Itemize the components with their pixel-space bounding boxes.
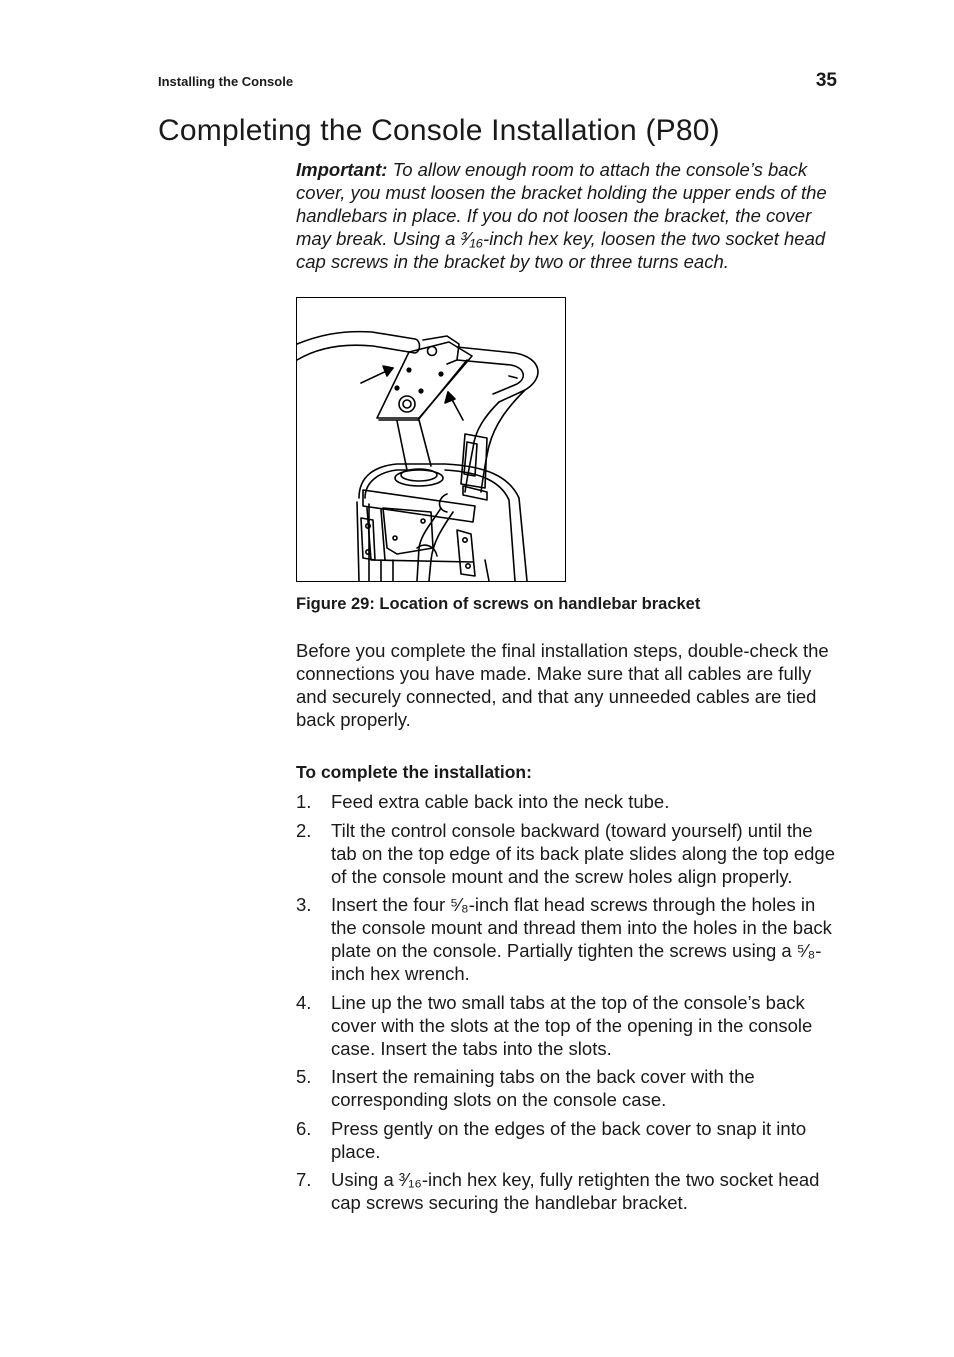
step-number: 7. (296, 1169, 312, 1190)
important-text: To allow enough room to attach the console’s back cover, you must loosen the bracket holding the upper ends of the handlebars in place. If you do not loosen the bracket, the cover may break. Using a ³⁄₁₆-inch hex key, loosen the two socket head cap screws in the bracket by two or three turns each. (296, 159, 827, 272)
step-number: 2. (296, 819, 312, 841)
handlebar-bracket-illustration (297, 298, 565, 581)
page-number: 35 (815, 70, 837, 91)
important-note (296, 158, 838, 273)
step-number: 4. (296, 991, 312, 1013)
steps-list (296, 790, 838, 1220)
step-text: Insert the four ⁵⁄₈-inch flat head screws through the holes in the console mount and thread them into the holes in the back plate on the console. Partially tighten the screws using a ⁵⁄₈-inch hex wrench. (331, 894, 832, 984)
step-text: Feed extra cable back into the neck tube. (331, 791, 670, 812)
step-text: Insert the remaining tabs on the back cover with the corresponding slots on the console case. (331, 1066, 755, 1110)
important-label: Important: (296, 159, 388, 180)
figure-handlebar-bracket (296, 297, 566, 582)
step-number: 1. (296, 791, 312, 812)
step-item (296, 893, 838, 985)
figure-caption: Figure 29: Location of screws on handlebar bracket (296, 595, 701, 613)
step-item (296, 819, 838, 888)
step-number: 3. (296, 894, 312, 915)
steps-heading: To complete the installation: (296, 762, 532, 782)
running-header-section: Installing the Console (158, 74, 294, 89)
step-text: Line up the two small tabs at the top of the console’s back cover with the slots at the top of the opening in the console case. Insert the tabs into the slots. (331, 991, 813, 1059)
step-item (296, 1117, 838, 1163)
step-item (296, 991, 838, 1060)
step-item (296, 1168, 838, 1214)
step-item (296, 1065, 838, 1111)
step-text: Tilt the control console backward (toward yourself) until the tab on the top edge of its back plate slides along the top edge of the console mount and the screw holes align properly. (331, 819, 835, 887)
step-text: Press gently on the edges of the back cover to snap it into place. (331, 1117, 807, 1162)
intro-paragraph: Before you complete the final installation steps, double-check the connections you have made. Make sure that all cables are fully and securely connected, and that any unneeded cables are tied back properly. (296, 640, 829, 730)
page-title: Completing the Console Installation (P80) (158, 114, 720, 147)
step-item (296, 790, 838, 813)
step-number: 5. (296, 1066, 312, 1087)
step-number: 6. (296, 1117, 312, 1139)
step-text: Using a ³⁄₁₆-inch hex key, fully retighten the two socket head cap screws securing the handlebar bracket. (331, 1169, 820, 1213)
